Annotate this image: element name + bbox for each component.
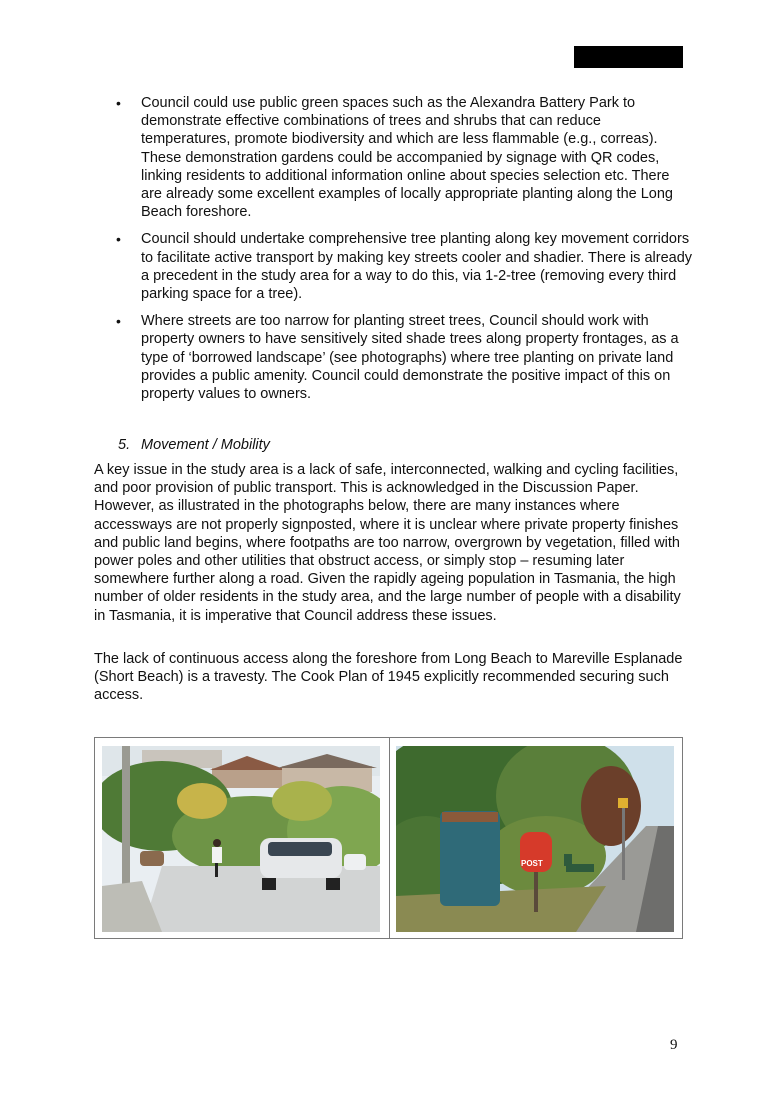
photo-postbox-footpath [396,746,674,932]
paragraph-foreshore-access: The lack of continuous access along the foreshore from Long Beach to Mareville Esplanade (Short Beach) is a travesty. The Cook Plan of 1945 explicitly recommended securing such access. [94,651,683,704]
list-item-text: Council could use public green spaces such as the Alexandra Battery Park to demonstrate effective combinations of trees and shrubs that can reduce temperatures, promote biodiversity and which are less flammable (e.g., correas). These demonstration gardens could be accompanied by signage with QR codes, linking residents to additional information online about species selection etc. There are already some excellent examples of locally appropriate planting along the Long Beach foreshore. [141,95,673,221]
section-heading [118,436,270,454]
list-item [94,94,694,221]
recommendation-list [94,94,694,412]
list-item [94,230,694,303]
photo-cyclist-street [102,746,380,932]
list-item-text: Council should undertake comprehensive tree planting along key movement corridors to facilitate active transport by making key streets cooler and shadier. There is already a precedent in the study area for a way to do this, via 1-2-tree (removing every third parking space for a tree). [141,231,693,303]
section-title: Movement / Mobility [141,437,270,453]
photo-cyclist-street-image [102,746,380,932]
bullet-icon: • [116,231,121,248]
photo-table [94,737,683,939]
section-number: 5. [118,437,131,453]
bullet-icon: • [116,95,121,111]
list-item-text: Where streets are too narrow for planting street trees, Council should work with property owners to have sensitively sited shade trees along property frontages, as a type of ‘borrowed landscape’ (see photographs) where tree planting on private land provides a public amenity. Council could demonstrate the positive impact of this on property values to owners. [141,313,679,403]
page-number: 9 [670,1037,678,1053]
redaction-bar [574,46,683,68]
bullet-icon: • [116,313,121,330]
photo-divider [389,738,390,938]
postbox-label: POST [521,859,543,868]
photo-postbox-footpath-image [396,746,674,932]
paragraph-access-issues: A key issue in the study area is a lack of safe, interconnected, walking and cycling facilities, and poor provision of public transport. This is acknowledged in the Discussion Paper. However, as illustrated in the photographs below, there are many instances where accessways are not properly signposted, where it is unclear where private property finishes and public land begins, where footpaths are too narrow, overgrown by vegetation, filled with power poles and other utilities that obstruct access, or simply stop – resuming later somewhere further along a road. Given the rapidly ageing population in Tasmania, the high number of older residents in the study area, and the large number of people with a disability in Tasmania, it is imperative that Council address these issues. [94,462,681,624]
list-item [94,312,694,403]
